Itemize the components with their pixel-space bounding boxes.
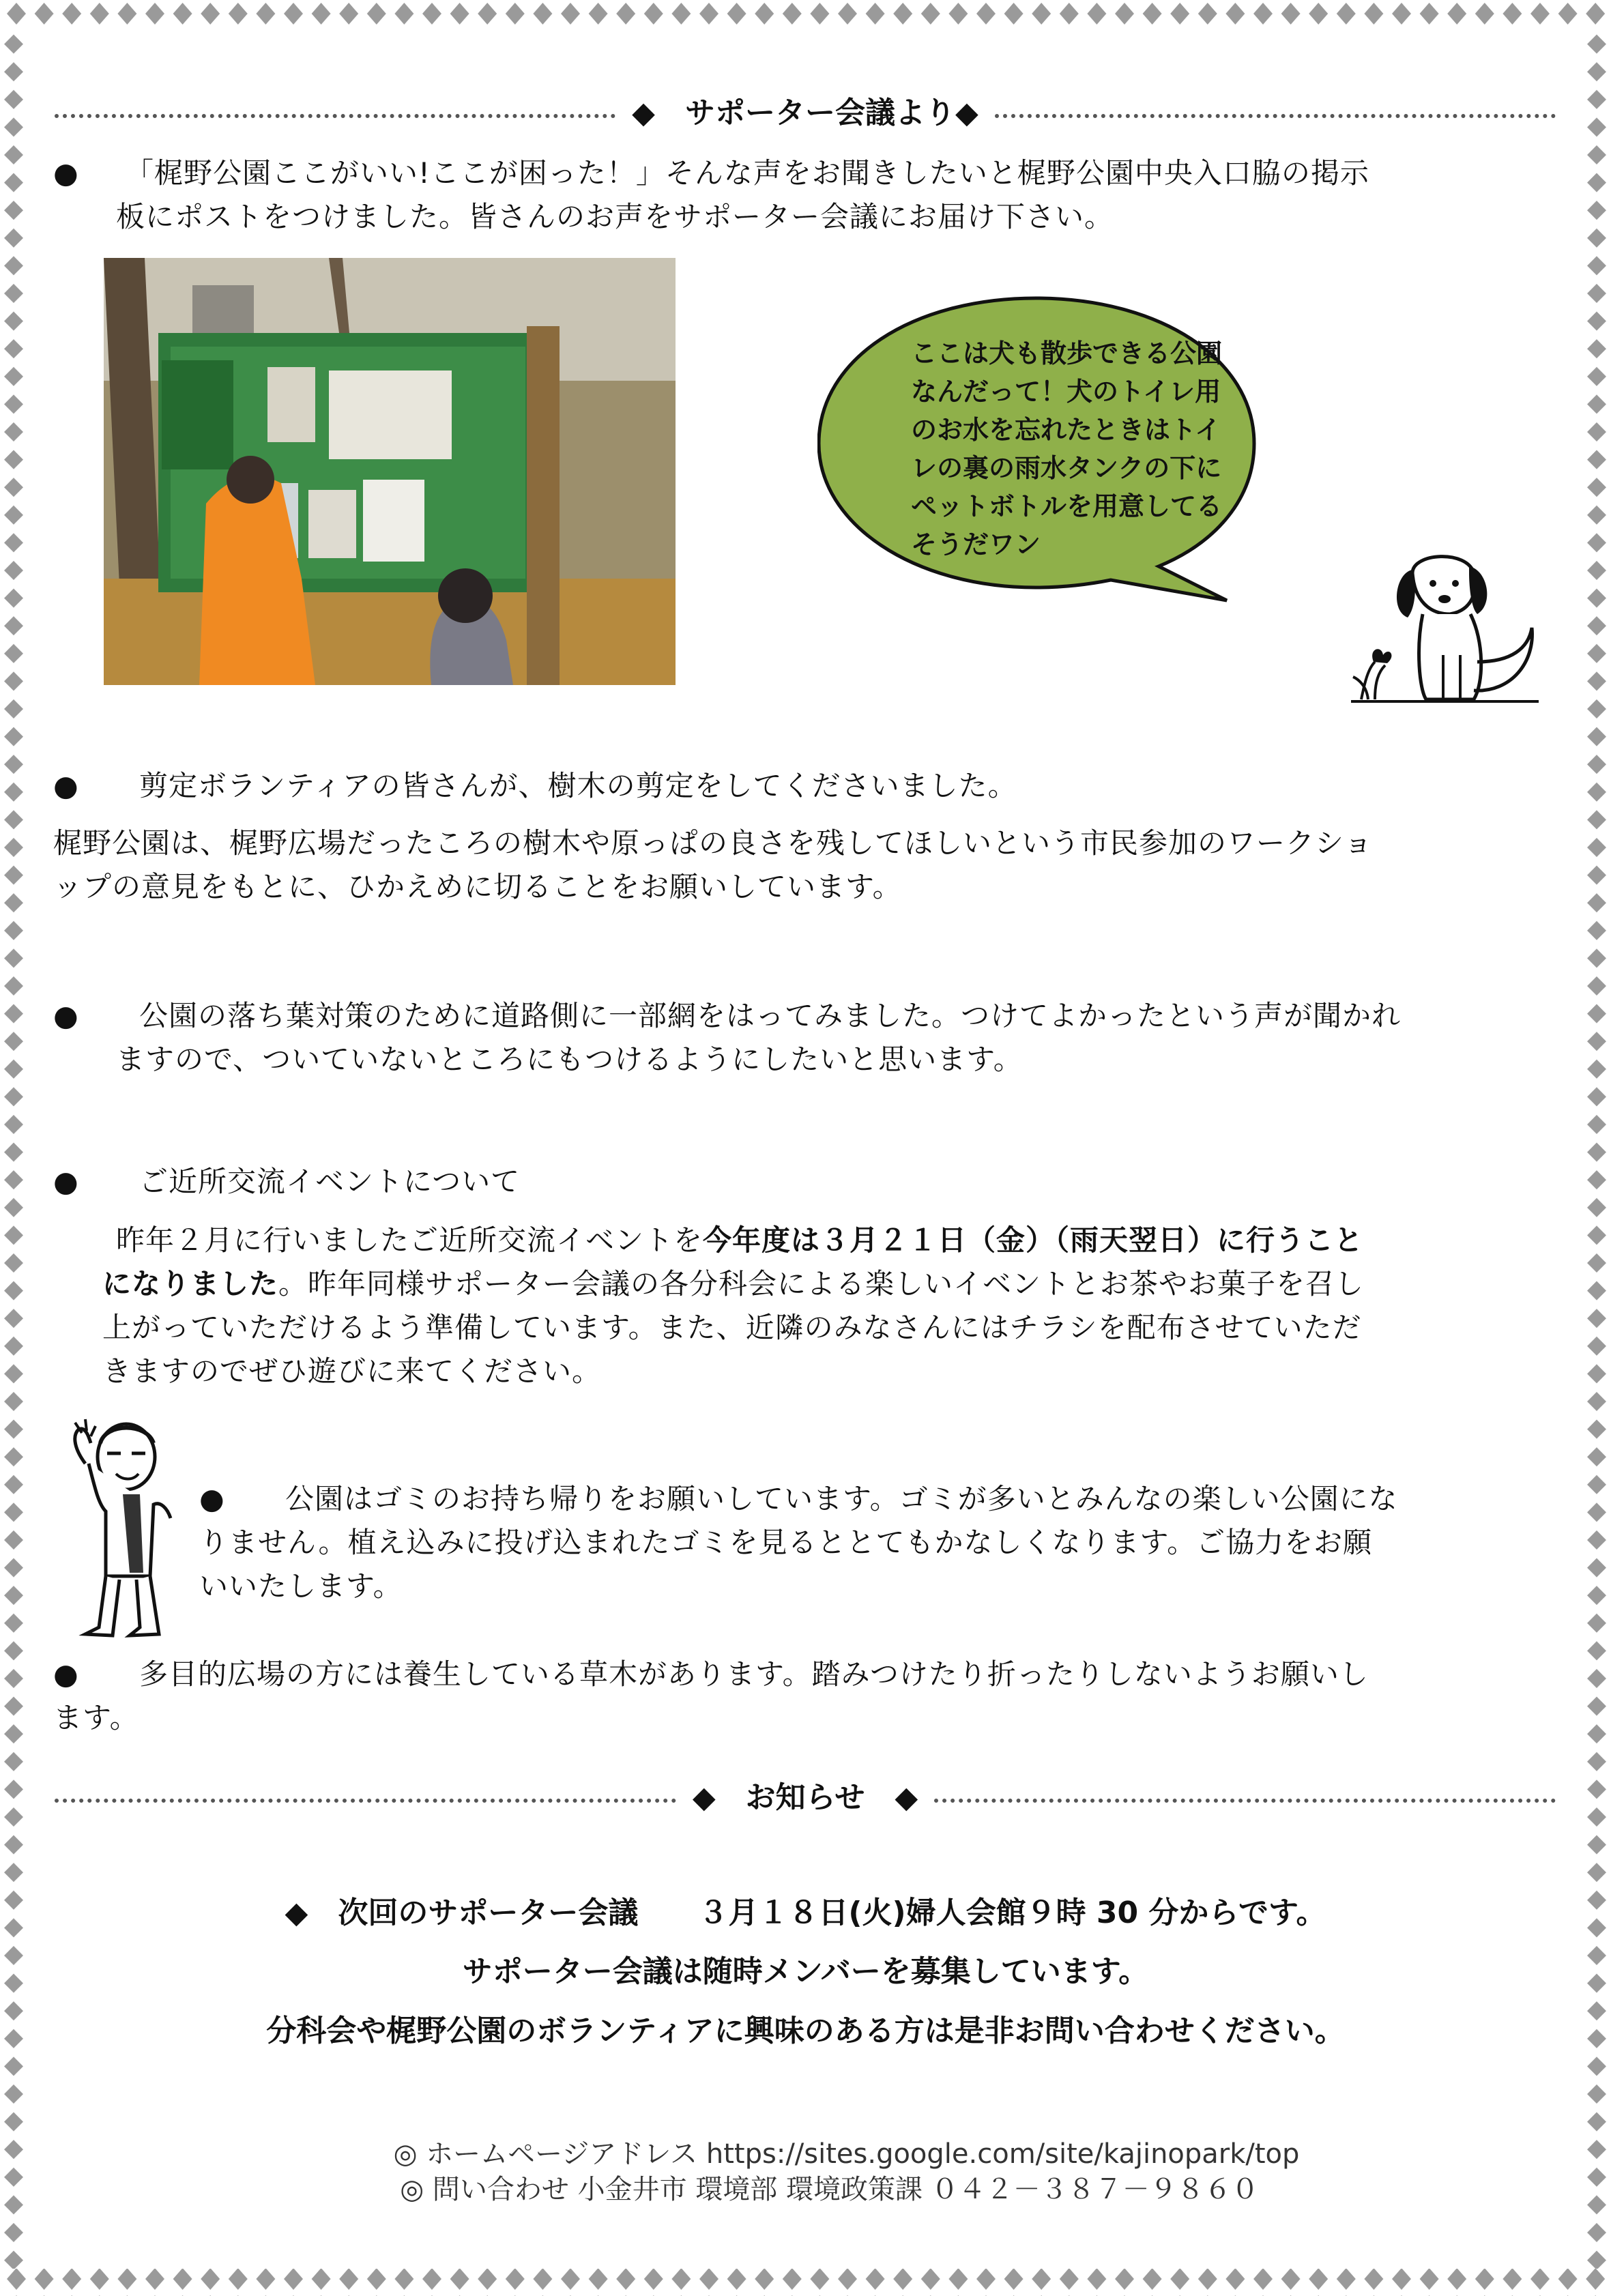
notice-separator bbox=[55, 1777, 1556, 1815]
contact-info: ◎ 問い合わせ 小金井市 環境部 環境政策課 ０４２－３８７－９８６０ bbox=[400, 2174, 1259, 2205]
waving-man-icon bbox=[58, 1416, 201, 1641]
section-plants: ● 多目的広場の方には養生している草木があります。踏みつけたり折ったりしないようお願いし ます。 bbox=[53, 1657, 1369, 1734]
dog-icon bbox=[1348, 546, 1552, 710]
homepage-address: ◎ ホームページアドレス https://sites.google.com/site/kajinopark/top bbox=[393, 2138, 1300, 2170]
section-post-box: ● 「梶野公園ここがいい!ここが困った！」そんな声をお聞きしたいと梶野公園中央入口脇の掲示 板にポストをつけました。皆さんのお声をサポーター会議にお届け下さい。 bbox=[53, 156, 1369, 233]
bulletin-board-illustration bbox=[104, 258, 676, 685]
section-leaf-net: ● 公園の落ち葉対策のために道路側に一部網をはってみました。つけてよかったという声が聞かれ ますので、ついていないところにもつけるようにしたいと思います。 bbox=[53, 999, 1402, 1076]
notice-next-meeting: ◆ 次回のサポーター会議 ３月１８日(火)婦人会館９時 30 分からです。 bbox=[285, 1895, 1326, 1930]
section-neighborhood-event: ● ご近所交流イベントについて 昨年２月に行いましたご近所交流イベントを今年度は３月２１日（金）（雨天翌日）に行うこと になりました。昨年同様サポーター会議の各分科会による楽しいイベントとお茶やお菓子を召し 上がっていただけるよう準備しています。また、近隣のみなさんにはチラシを配布させていただ きますのでぜひ遊びに来てください。 bbox=[53, 1165, 1365, 1388]
header-title: ◆ サポーター会議より◆ bbox=[632, 96, 978, 130]
notice-title: ◆ お知らせ ◆ bbox=[692, 1780, 918, 1815]
notice-contact-request: 分科会や梶野公園のボランティアに興味のある方は是非お問い合わせください。 bbox=[266, 2014, 1345, 2048]
notice-members: サポーター会議は随時メンバーを募集しています。 bbox=[462, 1954, 1149, 1989]
header-separator bbox=[55, 93, 1556, 130]
section-pruning: ● 剪定ボランティアの皆さんが、樹木の剪定をしてくださいました。 梶野公園は、梶野広場だったころの樹木や原っぱの良さを残してほしいという市民参加のワークショ ップの意見をもとに、ひかえめに切ることをお願いしています。 bbox=[53, 769, 1374, 903]
bubble-text: ここは犬も散歩できる公園 なんだって！犬のトイレ用 のお水を忘れたときはトイ レの裏の雨水タンクの下に ペットボトルを用意してる そうだワン bbox=[911, 338, 1223, 560]
section-garbage: ● 公園はゴミのお持ち帰りをお願いしています。ゴミが多いとみんなの楽しい公園にな りません。植え込みに投げ込まれたゴミを見るととてもかなしくなります。ご協力をお願 いいたします。 bbox=[199, 1482, 1398, 1603]
bulletin-board-photo bbox=[104, 258, 676, 685]
